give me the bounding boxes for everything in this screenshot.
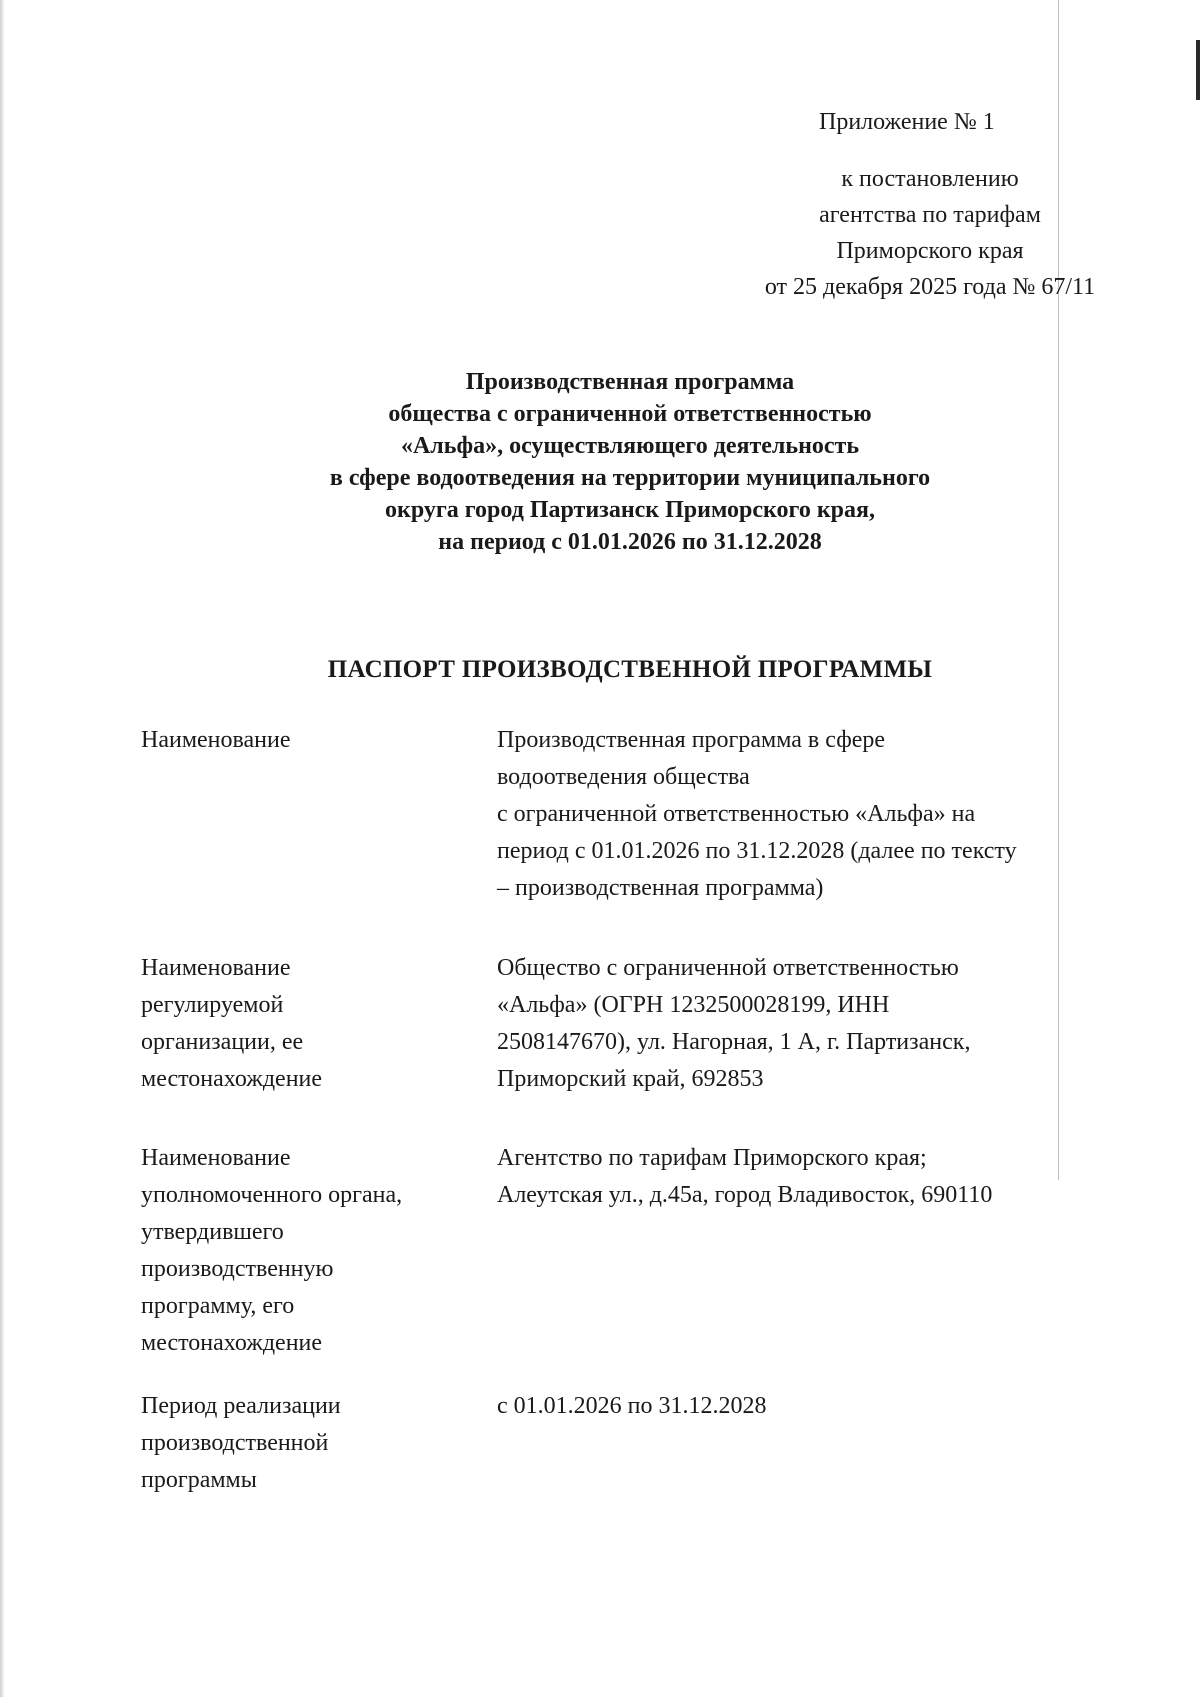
program-title-line: Производственная программа [465, 369, 795, 395]
passport-row-label [141, 1140, 481, 1362]
label-line: Наименование [141, 727, 291, 753]
value-line: водоотведения общества [497, 764, 750, 790]
label-line: местонахождение [141, 1330, 323, 1356]
value-line: Алеутская ул., д.45а, город Владивосток, 690110 [497, 1182, 993, 1208]
label-line: уполномоченного органа, [141, 1182, 403, 1208]
value-line: период с 01.01.2026 по 31.12.2028 (далее по тексту [497, 838, 1017, 864]
value-line: – производственная программа) [497, 875, 824, 901]
value-line: 2508147670), ул. Нагорная, 1 А, г. Партизанск, [497, 1029, 971, 1055]
scan-edge-right [1196, 40, 1200, 100]
program-title-line: общества с ограниченной ответственностью [388, 401, 872, 427]
appendix-line: Приморского края [836, 238, 1024, 264]
label-line: программы [141, 1467, 257, 1493]
program-title-line: в сфере водоотведения на территории муниципального [329, 465, 931, 491]
label-line: Период реализации [141, 1393, 341, 1419]
label-line: производственной [141, 1430, 329, 1456]
label-line: Наименование [141, 1145, 291, 1171]
value-line: Общество с ограниченной ответственностью [497, 955, 959, 981]
appendix-line: к постановлению [841, 166, 1019, 192]
program-title-line: «Альфа», осуществляющего деятельность [400, 433, 860, 459]
value-line: Производственная программа в сфере [497, 727, 886, 753]
program-title-line: округа город Партизанск Приморского края, [385, 497, 875, 523]
value-line: «Альфа» (ОГРН 1232500028199, ИНН [497, 992, 890, 1018]
value-line: Приморский край, 692853 [497, 1066, 764, 1092]
appendix-title: Приложение № 1 [819, 109, 995, 135]
passport-row-label [141, 950, 481, 1098]
appendix-block [740, 104, 1120, 305]
label-line: утвердившего [141, 1219, 284, 1245]
passport-row-value [497, 722, 1107, 907]
passport-row-value [497, 1140, 1107, 1214]
program-title [200, 366, 1060, 558]
passport-row-label [141, 722, 481, 759]
scan-edge-left [0, 0, 4, 1697]
passport-row-label [141, 1388, 481, 1499]
label-line: местонахождение [141, 1066, 323, 1092]
value-line: с ограниченной ответственностью «Альфа» на [497, 801, 976, 827]
passport-heading: ПАСПОРТ ПРОИЗВОДСТВЕННОЙ ПРОГРАММЫ [327, 656, 933, 683]
label-line: Наименование [141, 955, 291, 981]
appendix-line: от 25 декабря 2025 года № 67/11 [764, 274, 1096, 300]
label-line: организации, ее [141, 1029, 304, 1055]
value-line: Агентство по тарифам Приморского края; [497, 1145, 927, 1171]
appendix-line: агентства по тарифам [819, 202, 1041, 228]
passport-row-value [497, 950, 1107, 1098]
label-line: программу, его [141, 1293, 295, 1319]
value-line: с 01.01.2026 по 31.12.2028 [497, 1393, 767, 1419]
label-line: регулируемой [141, 992, 284, 1018]
program-title-line: на период с 01.01.2026 по 31.12.2028 [438, 529, 822, 555]
passport-row-value [497, 1388, 1107, 1425]
label-line: производственную [141, 1256, 334, 1282]
